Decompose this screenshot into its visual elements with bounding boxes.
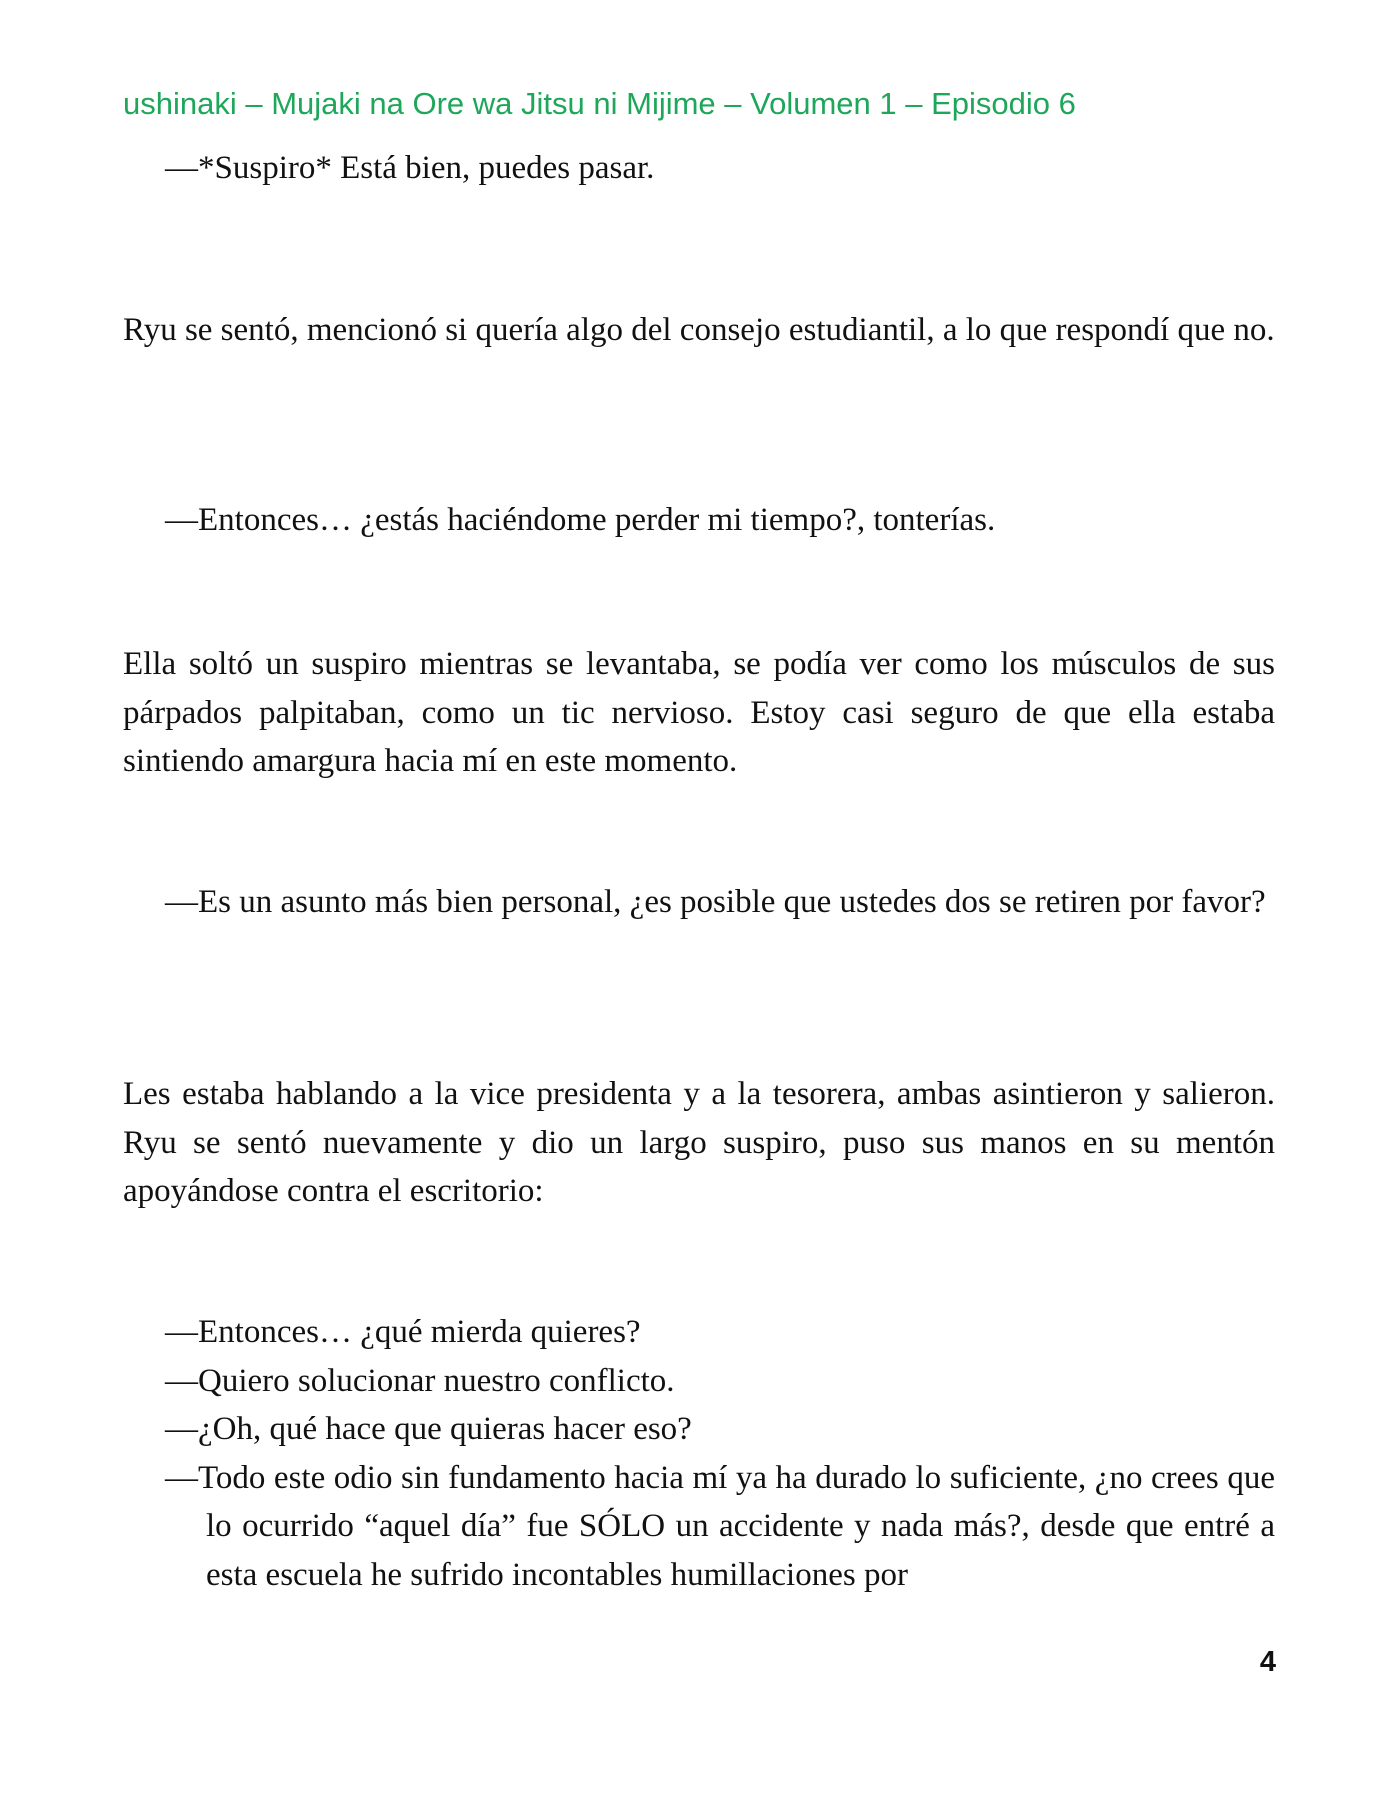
dialogue-block [165, 878, 1275, 927]
dialogue-line: —Quiero solucionar nuestro conflicto. [165, 1362, 675, 1399]
dialogue-block [165, 496, 1275, 545]
dialogue-line: —*Suspiro* Está bien, puedes pasar. [165, 150, 655, 186]
paragraph: Ryu se sentó, mencionó si quería algo del consejo estudiantil, a lo que respondí que no. [123, 312, 1275, 348]
page-header-title: ushinaki – Mujaki na Ore wa Jitsu ni Mijime – Volumen 1 – Episodio 6 [123, 86, 1076, 121]
dialogue-block [165, 1308, 1275, 1599]
dialogue-line: —Entonces… ¿qué mierda quieres? [165, 1314, 641, 1350]
dialogue-line: —Es un asunto más bien personal, ¿es posible que ustedes dos se retiren por favor? [165, 884, 1266, 920]
paragraph: Les estaba hablando a la vice presidenta y a la tesorera, ambas asintieron y salieron. Ryu se sentó nuevamente y dio un largo suspiro, puso sus manos en su mentón apoyándose contra el escritorio: [123, 1076, 1275, 1209]
dialogue-line: —Entonces… ¿estás haciéndome perder mi tiempo?, tonterías. [165, 502, 996, 538]
page-number: 4 [1259, 1646, 1276, 1678]
paragraph: Ella soltó un suspiro mientras se levantaba, se podía ver como los músculos de sus párpados palpitaban, como un tic nervioso. Estoy casi seguro de que ella estaba sintiendo amargura hacia mí en este momento. [123, 646, 1275, 779]
dialogue-line: —Todo este odio sin fundamento hacia mí ya ha durado lo suficiente, ¿no crees que lo ocurrido “aquel día” fue SÓLO un accidente y nada más?, desde que entré a esta escuela he sufrido incontables humillaciones por [165, 1459, 1275, 1593]
dialogue-line: —¿Oh, qué hace que quieras hacer eso? [165, 1411, 692, 1447]
dialogue-block [165, 144, 1275, 193]
